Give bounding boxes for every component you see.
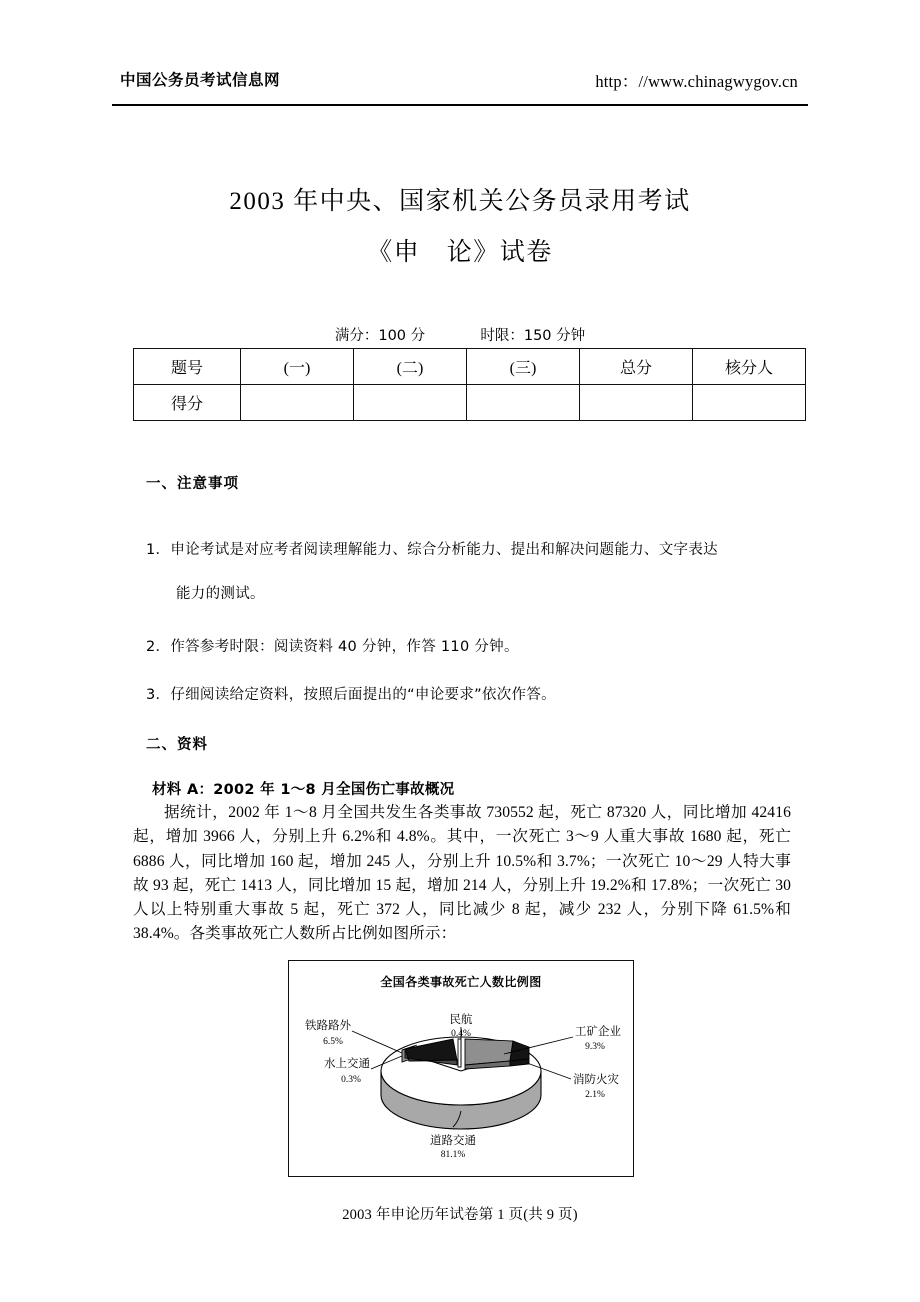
material-title: 材料 A：2002 年 1～8 月全国伤亡事故概况: [152, 782, 455, 798]
pie-chart-figure: [288, 960, 634, 1177]
table-cell-score-q2: [354, 385, 467, 421]
pie-label-fire: 消防火灾: [573, 1074, 619, 1086]
table-cell-score-q3: [467, 385, 580, 421]
pie-value-industry: 9.3%: [585, 1042, 605, 1052]
table-cell-q1: (一): [241, 349, 354, 385]
note-item-1-cont: 能力的测试。: [176, 586, 265, 602]
pie-value-railway: 6.5%: [323, 1037, 343, 1047]
pie-chart-graphic: [305, 1013, 621, 1160]
section-heading-materials: 二、资料: [146, 737, 208, 753]
site-header: [112, 64, 808, 106]
pie-value-fire: 2.1%: [585, 1090, 605, 1100]
table-cell-checker: 核分人: [693, 349, 806, 385]
pie-value-aviation: 0.4%: [451, 1029, 471, 1039]
pie-slice-aviation: [458, 1039, 461, 1067]
note-item-2: 2．作答参考时限：阅读资料 40 分钟，作答 110 分钟。: [146, 639, 519, 655]
time-limit-label: 时限：150 分钟: [480, 328, 586, 344]
leader-line-railway: [352, 1031, 402, 1053]
table-row: [134, 385, 806, 421]
pie-label-water: 水上交通: [324, 1058, 370, 1070]
site-brand: 中国公务员考试信息网: [120, 71, 281, 89]
pie-slice-fire-top: [510, 1041, 529, 1061]
table-cell-score-label: 得分: [134, 385, 241, 421]
table-cell-q3: (三): [467, 349, 580, 385]
note-item-3: 3．仔细阅读给定资料，按照后面提出的“申论要求”依次作答。: [146, 687, 556, 703]
pie-label-railway: 铁路路外: [305, 1020, 351, 1032]
section-heading-notes: 一、注意事项: [146, 476, 239, 492]
pie-label-industry: 工矿企业: [575, 1026, 621, 1038]
table-cell-q2: (二): [354, 349, 467, 385]
score-table: [133, 348, 806, 421]
table-cell-score-checker: [693, 385, 806, 421]
pie-label-aviation: 民航: [449, 1014, 473, 1026]
pie-value-road: 81.1%: [440, 1150, 466, 1160]
page-subtitle: 《申 论》试卷: [367, 239, 553, 266]
site-url: http：//www.chinagwygov.cn: [595, 72, 798, 91]
material-body: 据统计，2002 年 1～8 月全国共发生各类事故 730552 起，死亡 87320 人，同比增加 42416 起，增加 3966 人，分别上升 6.2%和 4.8%。其中，一次死亡 3～9 人重大事故 1680 起，死亡 6886 人，同比增加 160 起，增加 245 人，分别上升 10.5%和 3.7%；一次死亡 10～29 人特大事故 93 起，死亡 1413 人，同比增加 15 起，增加 214 人，分别上升 19.2%和 17.8%；一次死亡 30 人以上特别重大事故 5 起，死亡 372 人，同比减少 8 起，减少 232 人，分别下降 61.5%和 38.4%。各类事故死亡人数所占比例如图所示：: [133, 804, 791, 943]
table-cell-score-q1: [241, 385, 354, 421]
pie-label-road: 道路交通: [430, 1135, 476, 1147]
pie-value-water: 0.3%: [341, 1075, 361, 1085]
chart-title: 全国各类事故死亡人数比例图: [380, 975, 542, 989]
table-row: [134, 349, 806, 385]
full-score-label: 满分：100 分: [334, 328, 426, 344]
page-title: 2003 年中央、国家机关公务员录用考试: [229, 188, 691, 215]
table-cell-question-no: 题号: [134, 349, 241, 385]
page-footer: 2003 年申论历年试卷第 1 页(共 9 页): [342, 1207, 578, 1223]
note-item-1: 1．申论考试是对应考者阅读理解能力、综合分析能力、提出和解决问题能力、文字表达: [146, 542, 718, 558]
table-cell-score-total: [580, 385, 693, 421]
pie-chart-svg: [289, 961, 633, 1176]
table-cell-total: 总分: [580, 349, 693, 385]
exam-meta: [0, 324, 920, 345]
